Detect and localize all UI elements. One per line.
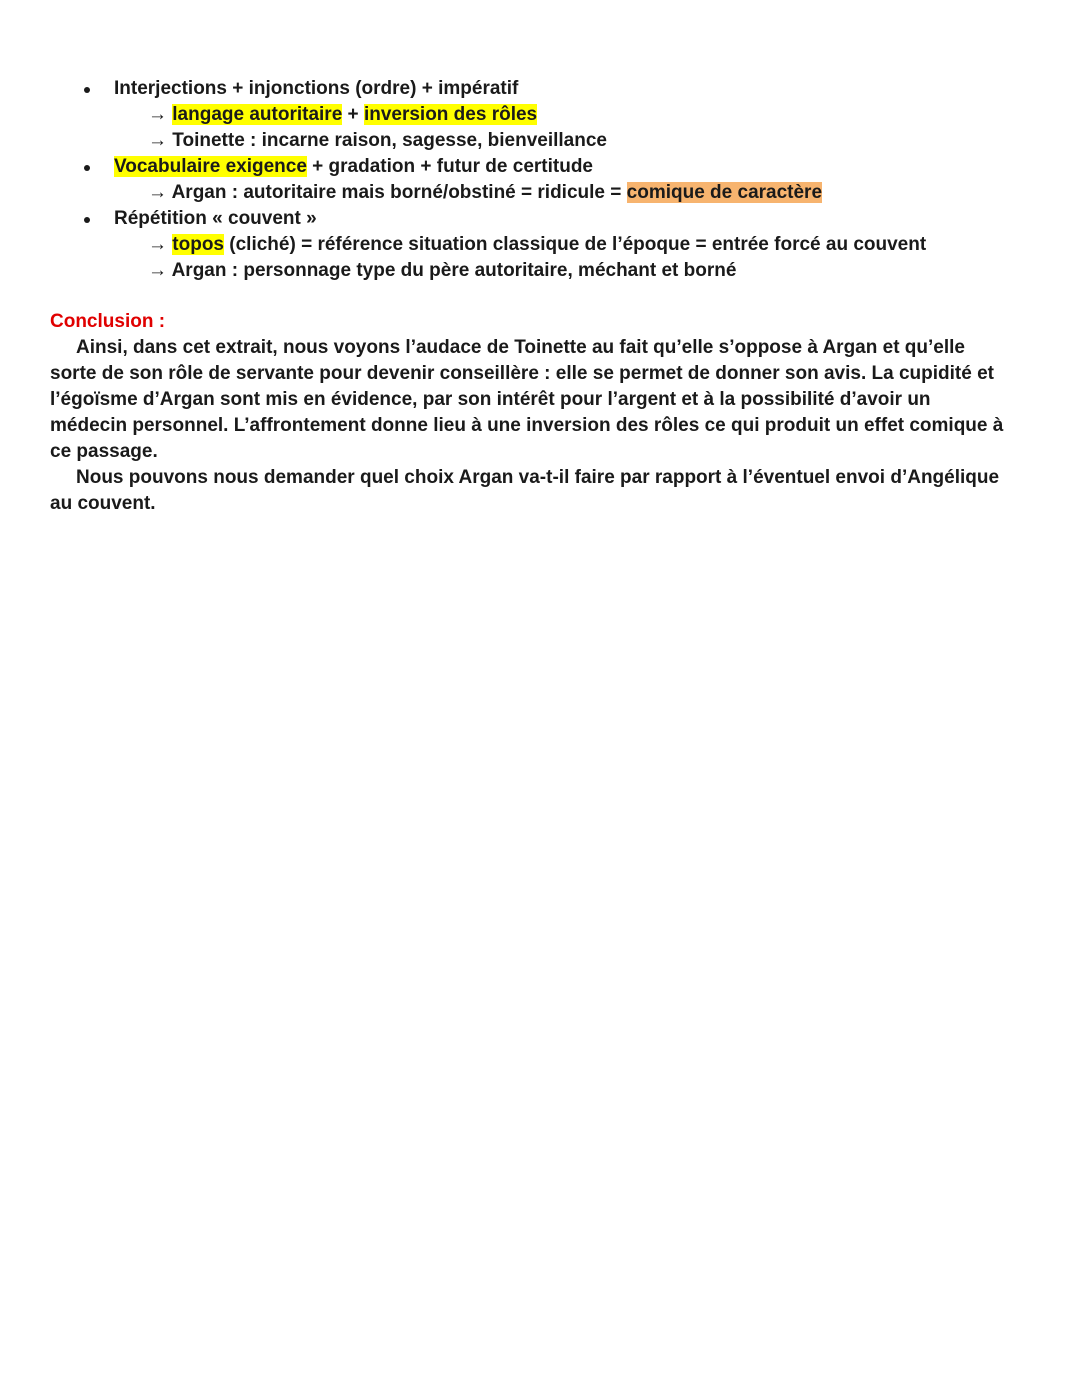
- conclusion-paragraph-2: Nous pouvons nous demander quel choix Argan va-t-il faire par rapport à l’éventuel envoi d’Angélique au couvent.: [50, 467, 1000, 514]
- sub-item: [0, 232, 1080, 258]
- arrow-right-icon: →: [148, 234, 167, 255]
- sub-text: Toinette : incarne raison, sagesse, bienveillance: [172, 130, 607, 151]
- sub-item: [0, 128, 1080, 154]
- bullet-text: Répétition « couvent »: [114, 208, 317, 229]
- bullet-item-vocabulaire: [0, 154, 1080, 180]
- bullet-icon: [84, 165, 90, 171]
- sub-item: [0, 258, 1080, 284]
- highlighted-text: Vocabulaire exigence: [114, 156, 307, 177]
- bullet-item-repetition: [0, 206, 1080, 232]
- sub-text: Argan : autoritaire mais borné/obstiné = ridicule =: [171, 182, 627, 203]
- sub-item: [0, 102, 1080, 128]
- conclusion-section: [50, 309, 1010, 517]
- bullet-icon: [84, 217, 90, 223]
- highlighted-text: langage autoritaire: [172, 104, 343, 125]
- conclusion-paragraph-1: Ainsi, dans cet extrait, nous voyons l’audace de Toinette au fait qu’elle s’oppose à Argan et qu’elle sorte de son rôle de servante pour devenir conseillère : elle se permet de donner son avis. La cupidité et l’égoïsme d’Argan sont mis en évidence, par son intérêt pour l’argent et à la possibilité d’avoir un médecin personnel. L’affrontement donne lieu à une inversion des rôles ce qui produit un effet comique à ce passage.: [50, 337, 1004, 462]
- highlighted-text: inversion des rôles: [363, 104, 538, 125]
- bullet-item-interjections: [0, 76, 1080, 102]
- sub-text: Argan : personnage type du père autoritaire, méchant et borné: [171, 260, 737, 281]
- sub-text: (cliché) = référence situation classique de l’époque = entrée forcé au couvent: [224, 234, 927, 255]
- sub-text: +: [342, 104, 364, 125]
- arrow-right-icon: →: [148, 182, 167, 203]
- analysis-bullet-list: [0, 76, 1080, 284]
- bullet-icon: [84, 87, 90, 93]
- bullet-text: Interjections + injonctions (ordre) + impératif: [114, 78, 519, 99]
- sub-item: [0, 180, 1080, 206]
- arrow-right-icon: →: [148, 260, 167, 281]
- bullet-text: + gradation + futur de certitude: [306, 156, 594, 177]
- highlighted-text: topos: [172, 234, 224, 255]
- conclusion-heading: Conclusion :: [50, 311, 166, 332]
- arrow-right-icon: →: [148, 130, 167, 151]
- arrow-right-icon: →: [148, 104, 167, 125]
- highlighted-text-orange: comique de caractère: [626, 182, 823, 203]
